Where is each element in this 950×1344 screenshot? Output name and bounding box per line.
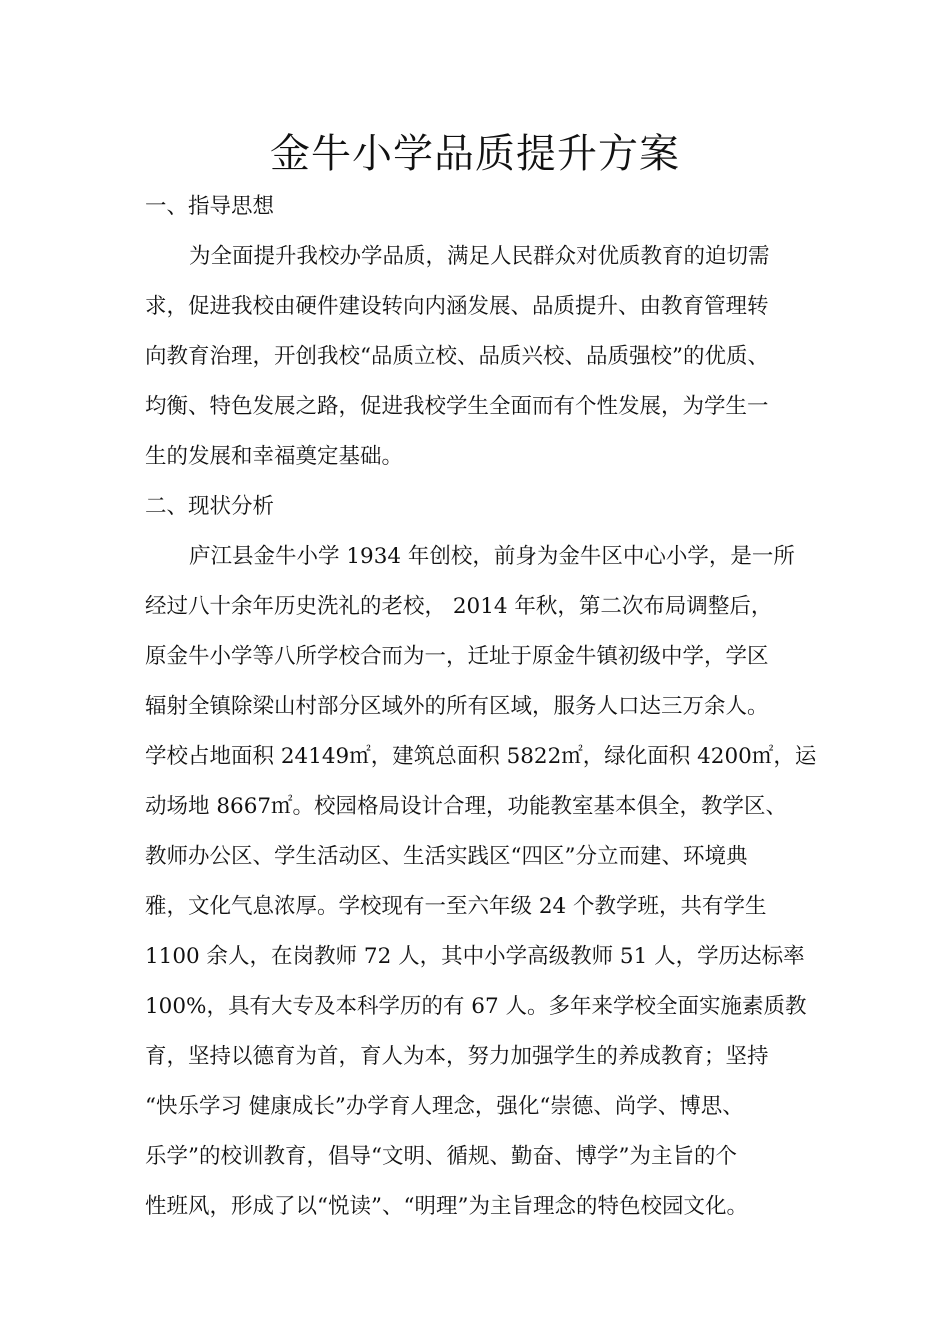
paragraph-line: 乐学”的校训教育，倡导“文明、循规、勤奋、博学”为主旨的个 xyxy=(145,1144,737,1169)
document-body xyxy=(145,182,829,1232)
paragraph-line: 庐江县金牛小学 1934 年创校，前身为金牛区中心小学，是一所 xyxy=(189,544,795,569)
paragraph-line: 求，促进我校由硬件建设转向内涵发展、品质提升、由教育管理转 xyxy=(145,294,769,319)
paragraph-line: 性班风，形成了以“悦读”、“明理”为主旨理念的特色校园文化。 xyxy=(145,1194,748,1219)
paragraph-line: 为全面提升我校办学品质，满足人民群众对优质教育的迫切需 xyxy=(189,244,770,269)
paragraph-line: 雅，文化气息浓厚。学校现有一至六年级 24 个教学班，共有学生 xyxy=(145,894,767,919)
paragraph-line: 经过八十余年历史洗礼的老校， 2014 年秋，第二次布局调整后， xyxy=(145,594,773,619)
paragraph-line: “快乐学习 健康成长”办学育人理念，强化“崇德、尚学、博思、 xyxy=(145,1094,744,1119)
section-heading-status-analysis: 二、现状分析 xyxy=(145,494,275,519)
paragraph-line: 动场地 8667㎡。校园格局设计合理，功能教室基本俱全，教学区、 xyxy=(145,794,788,819)
paragraph-line: 生的发展和幸福奠定基础。 xyxy=(145,444,404,469)
paragraph-line: 育，坚持以德育为首，育人为本，努力加强学生的养成教育；坚持 xyxy=(145,1044,769,1069)
paragraph-line: 原金牛小学等八所学校合而为一，迁址于原金牛镇初级中学，学区 xyxy=(145,644,769,669)
paragraph-line: 100%，具有大专及本科学历的有 67 人。多年来学校全面实施素质教 xyxy=(145,994,807,1019)
paragraph-line: 辐射全镇除梁山村部分区域外的所有区域，服务人口达三万余人。 xyxy=(145,694,769,719)
document-title: 金牛小学品质提升方案 xyxy=(270,131,680,177)
paragraph-line: 1100 余人，在岗教师 72 人，其中小学高级教师 51 人，学历达标率 xyxy=(145,944,805,969)
paragraph-line: 向教育治理，开创我校“品质立校、品质兴校、品质强校”的优质、 xyxy=(145,344,769,369)
paragraph-line: 均衡、特色发展之路，促进我校学生全面而有个性发展，为学生一 xyxy=(145,394,769,419)
paragraph-line: 教师办公区、学生活动区、生活实践区“四区”分立而建、环境典 xyxy=(145,844,748,869)
section-heading-guiding-ideology: 一、指导思想 xyxy=(145,194,275,219)
paragraph-line: 学校占地面积 24149㎡，建筑总面积 5822㎡，绿化面积 4200㎡，运 xyxy=(145,744,817,769)
